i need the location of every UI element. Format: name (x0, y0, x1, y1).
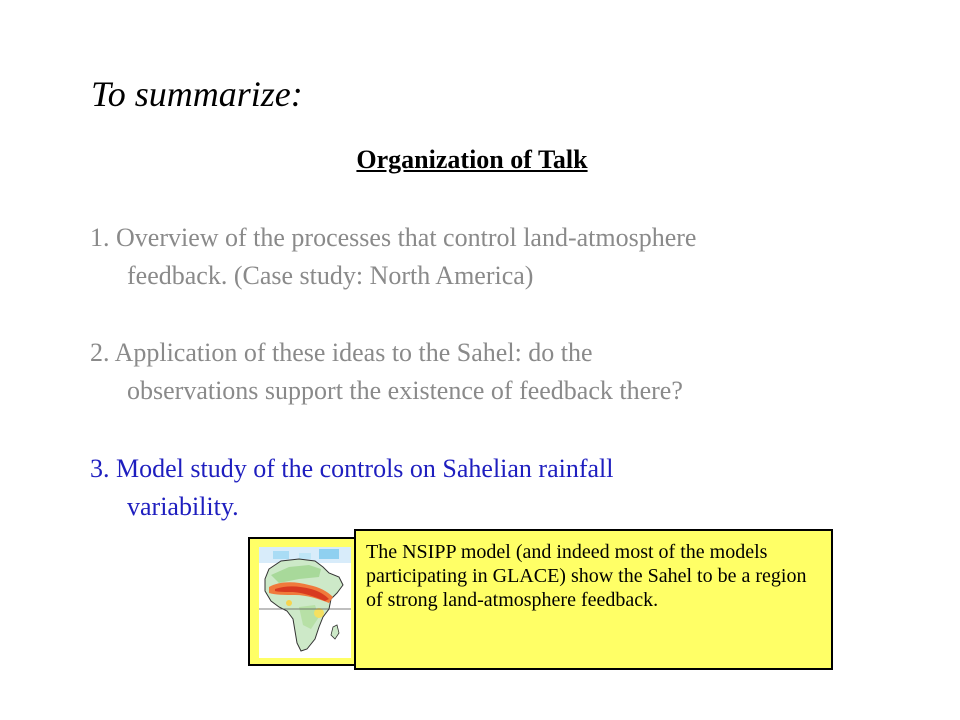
organization-title: Organization of Talk (356, 145, 588, 174)
agenda-item-3-line1: 3. Model study of the controls on Sahelian rainfall (90, 454, 614, 483)
africa-map-frame (248, 537, 358, 666)
agenda-item-2-line1: 2. Application of these ideas to the Sahel: do the (90, 338, 593, 367)
callout-box (354, 529, 833, 670)
agenda-item-3-line2: variability. (127, 492, 239, 521)
agenda-item-2 (90, 334, 890, 410)
agenda-item-1-line2: feedback. (Case study: North America) (127, 261, 534, 290)
africa-feedback-map-icon (259, 547, 351, 658)
agenda-item-3 (90, 450, 890, 526)
agenda-item-2-line2: observations support the existence of feedback there? (127, 376, 683, 405)
summary-title: To summarize: (91, 74, 303, 114)
callout-text: The NSIPP model (and indeed most of the models participating in GLACE) show the Sahel to be a region of strong land-atmosphere feedback. (366, 541, 807, 611)
agenda-item-1-line1: 1. Overview of the processes that control land-atmosphere (90, 223, 697, 252)
agenda-item-1 (90, 219, 890, 295)
